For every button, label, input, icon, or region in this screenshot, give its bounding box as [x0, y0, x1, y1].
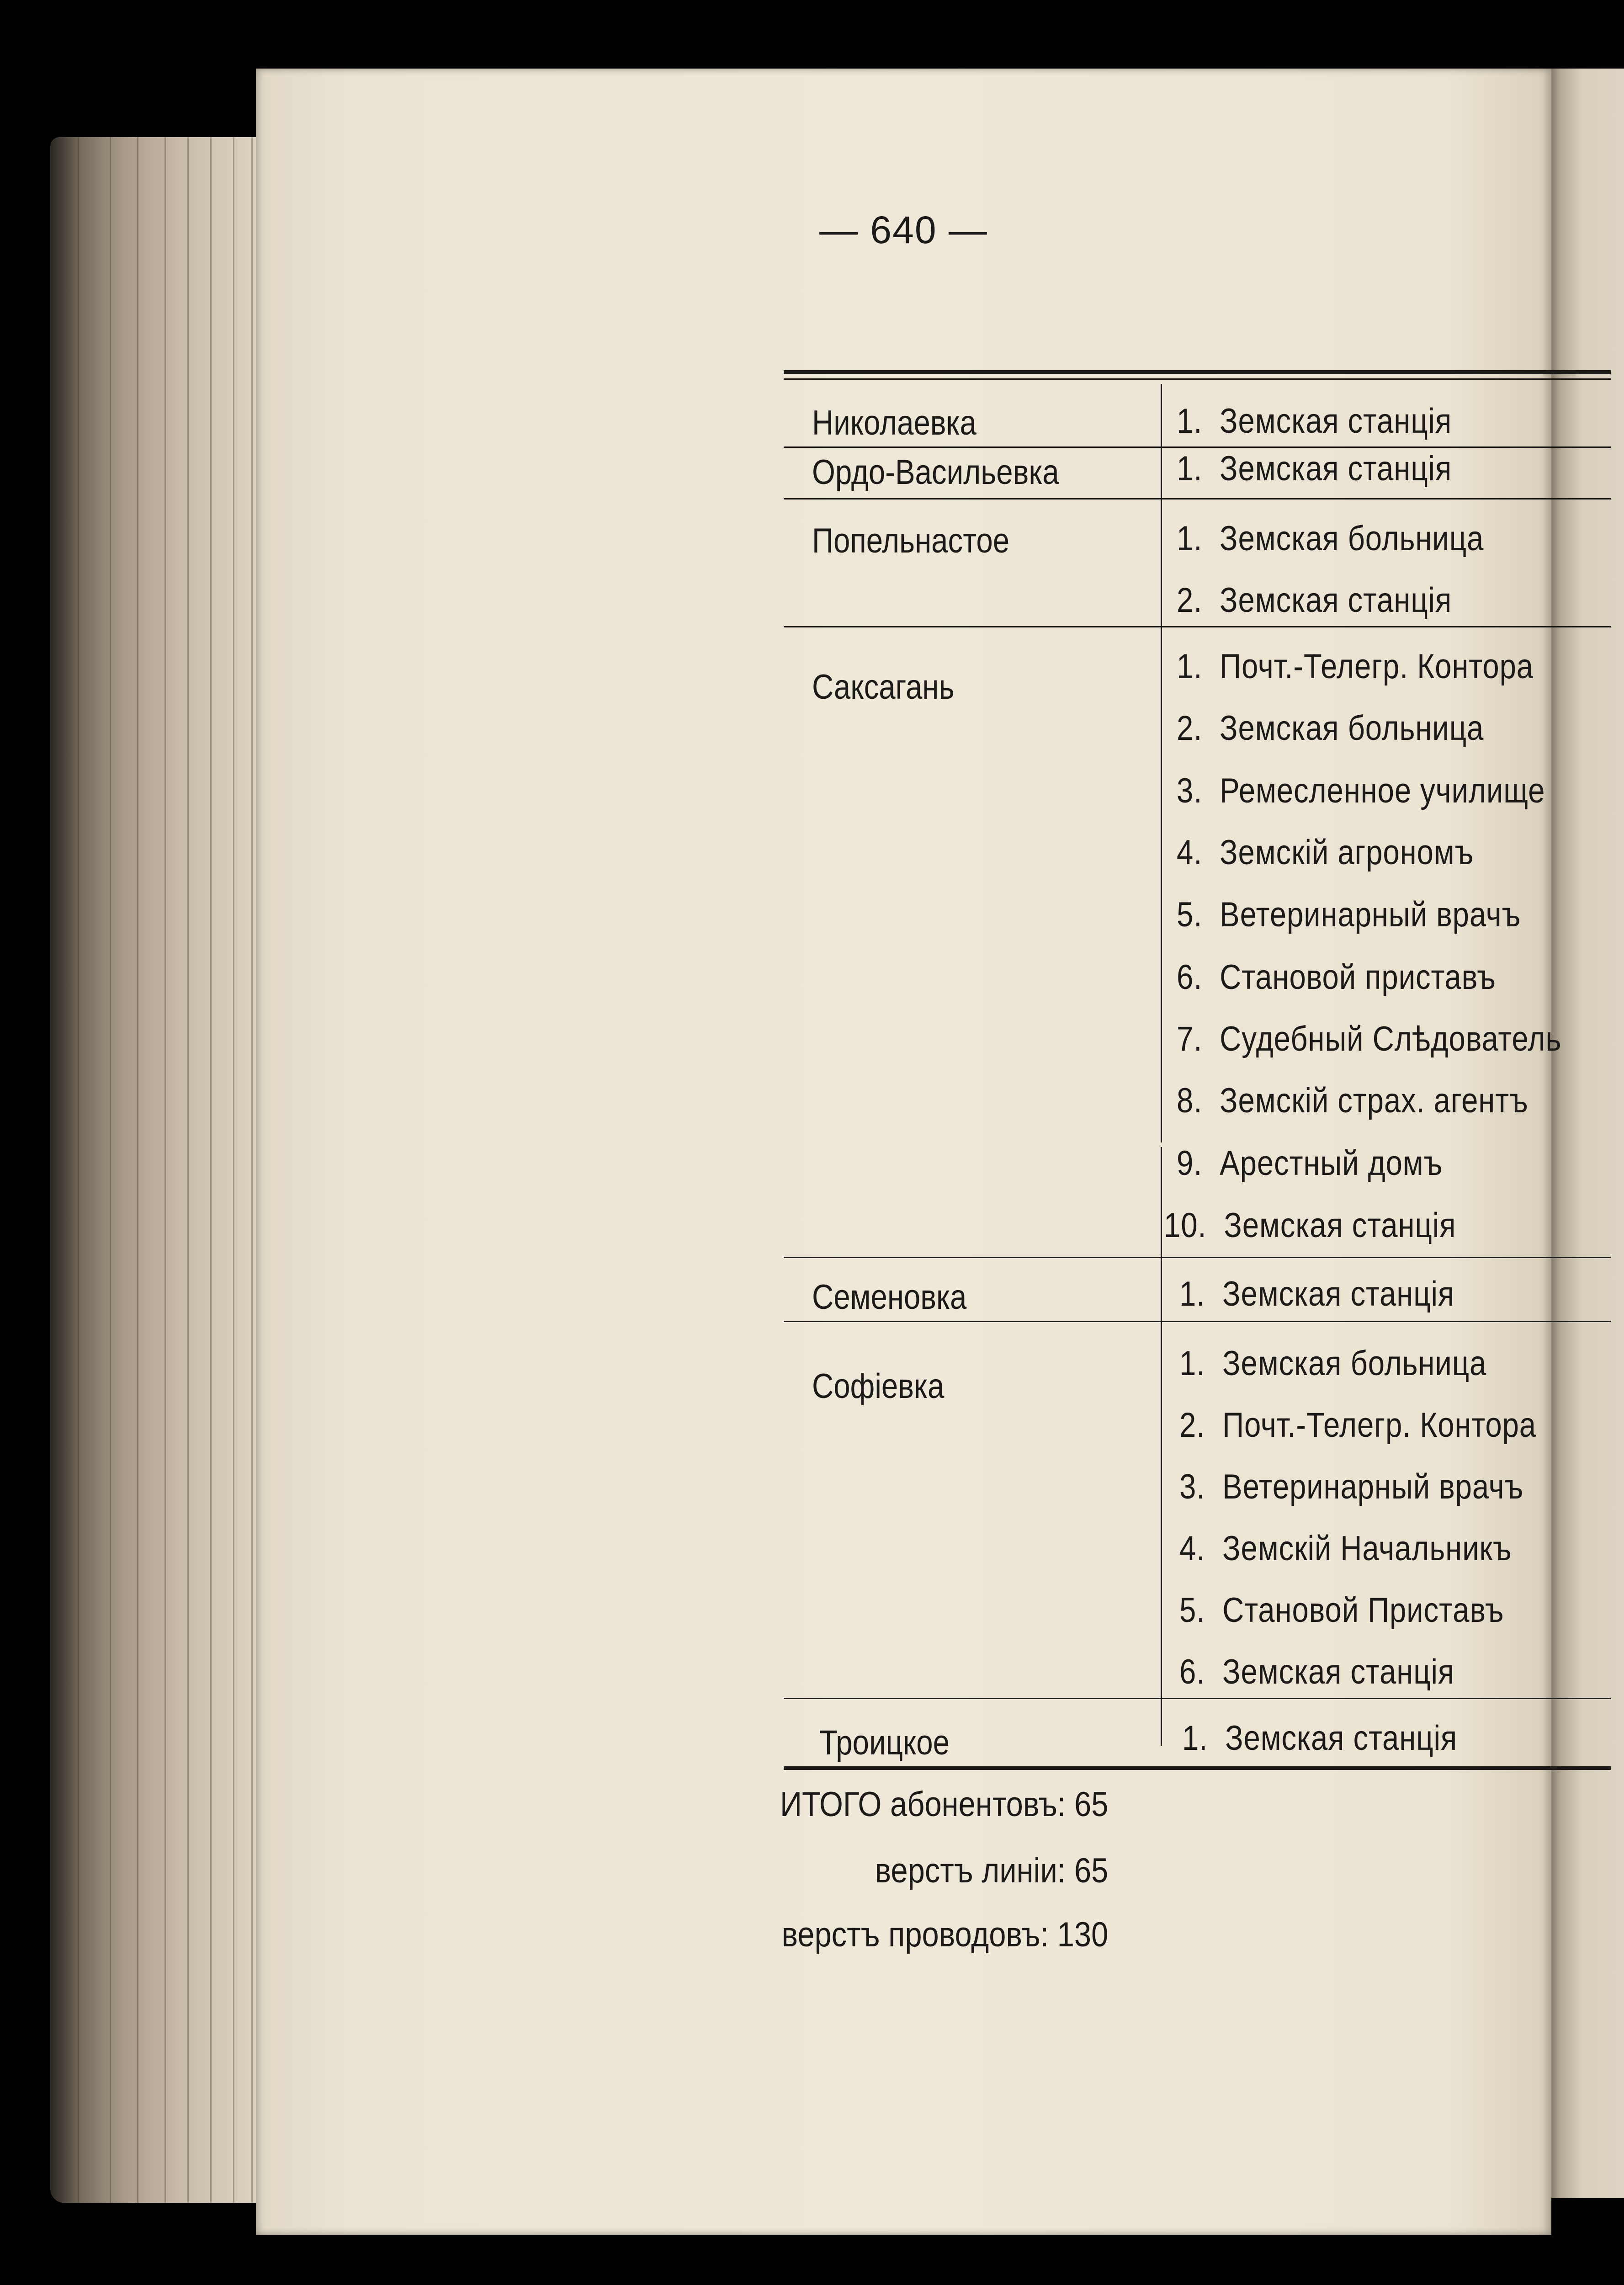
column-divider — [1161, 1147, 1162, 1746]
entry-number: 2. — [1177, 581, 1203, 620]
entry-number: 1. — [1182, 1719, 1208, 1758]
entry-item — [1177, 771, 1545, 811]
row-separator — [784, 498, 1611, 500]
entry-label: Судебный Слѣдователь — [1220, 1020, 1562, 1058]
row-separator — [784, 1698, 1611, 1699]
entry-item — [1177, 1143, 1443, 1183]
entry-number: 10. — [1164, 1206, 1207, 1245]
entry-number: 1. — [1177, 647, 1203, 686]
place-name: Попельнастое — [812, 521, 1010, 560]
entry-label: Земская больница — [1220, 519, 1484, 558]
entry-number: 5. — [1179, 1591, 1205, 1630]
entry-item — [1177, 833, 1474, 872]
entry-item — [1177, 519, 1484, 558]
entry-number: 3. — [1177, 771, 1203, 810]
entry-item — [1179, 1590, 1504, 1630]
place-name: Семеновка — [812, 1278, 967, 1317]
entry-number: 4. — [1179, 1529, 1205, 1568]
entry-label: Земская больница — [1222, 1344, 1487, 1383]
entry-label: Ремесленное училище — [1220, 771, 1545, 810]
entry-number: 6. — [1179, 1653, 1205, 1691]
entry-number: 1. — [1177, 449, 1203, 488]
entry-label: Земская станція — [1222, 1653, 1455, 1691]
place-name: Николаевка — [812, 404, 977, 442]
entry-label: Земская станція — [1225, 1719, 1458, 1758]
entry-item — [1179, 1467, 1523, 1507]
place-name: Софіевка — [812, 1367, 945, 1406]
entry-label: Почт.-Телегр. Контора — [1220, 647, 1534, 686]
totals-line-versts: верстъ линіи: 65 — [875, 1851, 1108, 1890]
totals-subscribers: ИТОГО абонентовъ: 65 — [780, 1785, 1108, 1824]
entry-number: 5. — [1177, 895, 1203, 934]
entry-number: 1. — [1179, 1275, 1205, 1313]
table-top-rule — [784, 370, 1611, 374]
entry-number: 2. — [1177, 709, 1203, 748]
directory-table — [784, 370, 1611, 1778]
entry-item — [1177, 895, 1521, 935]
table-bottom-rule — [784, 1766, 1611, 1770]
entry-label: Арестный домъ — [1220, 1144, 1443, 1183]
entry-label: Становой Приставъ — [1222, 1591, 1504, 1630]
entry-label: Земская станція — [1222, 1275, 1455, 1313]
entry-number: 8. — [1177, 1081, 1203, 1120]
entry-label: Земская станція — [1220, 402, 1452, 441]
entry-item — [1177, 708, 1484, 748]
row-separator — [784, 626, 1611, 627]
entry-item — [1177, 1019, 1561, 1059]
entry-label: Земская станція — [1220, 581, 1452, 620]
entry-label: Земскій страх. агентъ — [1220, 1081, 1528, 1120]
entry-number: 9. — [1177, 1144, 1203, 1183]
table-top-rule-thin — [784, 378, 1611, 380]
entry-label: Земская станція — [1224, 1206, 1456, 1245]
entry-label: Ветеринарный врачъ — [1220, 895, 1521, 934]
entry-number: 1. — [1177, 402, 1203, 441]
place-name: Троицкое — [819, 1723, 950, 1762]
column-divider — [1161, 384, 1162, 1142]
book-page-edges — [50, 137, 265, 2203]
entry-item — [1164, 1206, 1456, 1245]
totals-wire-versts: верстъ проводовъ: 130 — [781, 1915, 1108, 1954]
entry-item — [1179, 1529, 1512, 1568]
row-separator — [784, 1321, 1611, 1322]
place-name: Ордо-Васильевка — [812, 453, 1059, 492]
entry-item — [1177, 580, 1452, 620]
entry-number: 6. — [1177, 958, 1203, 997]
entry-label: Ветеринарный врачъ — [1222, 1467, 1524, 1506]
entry-label: Земская больница — [1220, 709, 1484, 748]
entry-label: Становой приставъ — [1220, 958, 1496, 997]
entry-item — [1179, 1274, 1454, 1314]
entry-label: Земскій агрономъ — [1220, 833, 1474, 872]
entry-number: 7. — [1177, 1020, 1203, 1058]
entry-item — [1177, 1081, 1528, 1121]
entry-number: 1. — [1177, 519, 1203, 558]
entry-item — [1182, 1718, 1457, 1758]
entry-number: 1. — [1179, 1344, 1205, 1383]
entry-item — [1177, 449, 1452, 489]
entry-item — [1179, 1652, 1454, 1692]
entry-item — [1179, 1344, 1486, 1383]
row-separator — [784, 446, 1611, 448]
entry-label: Почт.-Телегр. Контора — [1222, 1406, 1537, 1445]
book-page — [256, 69, 1562, 2235]
entry-item — [1177, 957, 1496, 997]
entry-label: Земскій Начальникъ — [1222, 1529, 1512, 1568]
page-number: — 640 — — [819, 208, 988, 251]
entry-item — [1179, 1405, 1536, 1445]
row-separator — [784, 1257, 1611, 1258]
entry-item — [1177, 647, 1534, 686]
entry-number: 3. — [1179, 1467, 1205, 1506]
entry-number: 2. — [1179, 1406, 1205, 1445]
entry-number: 4. — [1177, 833, 1203, 872]
place-name: Саксагань — [812, 668, 955, 707]
entry-item — [1177, 401, 1452, 441]
entry-label: Земская станція — [1220, 449, 1452, 488]
